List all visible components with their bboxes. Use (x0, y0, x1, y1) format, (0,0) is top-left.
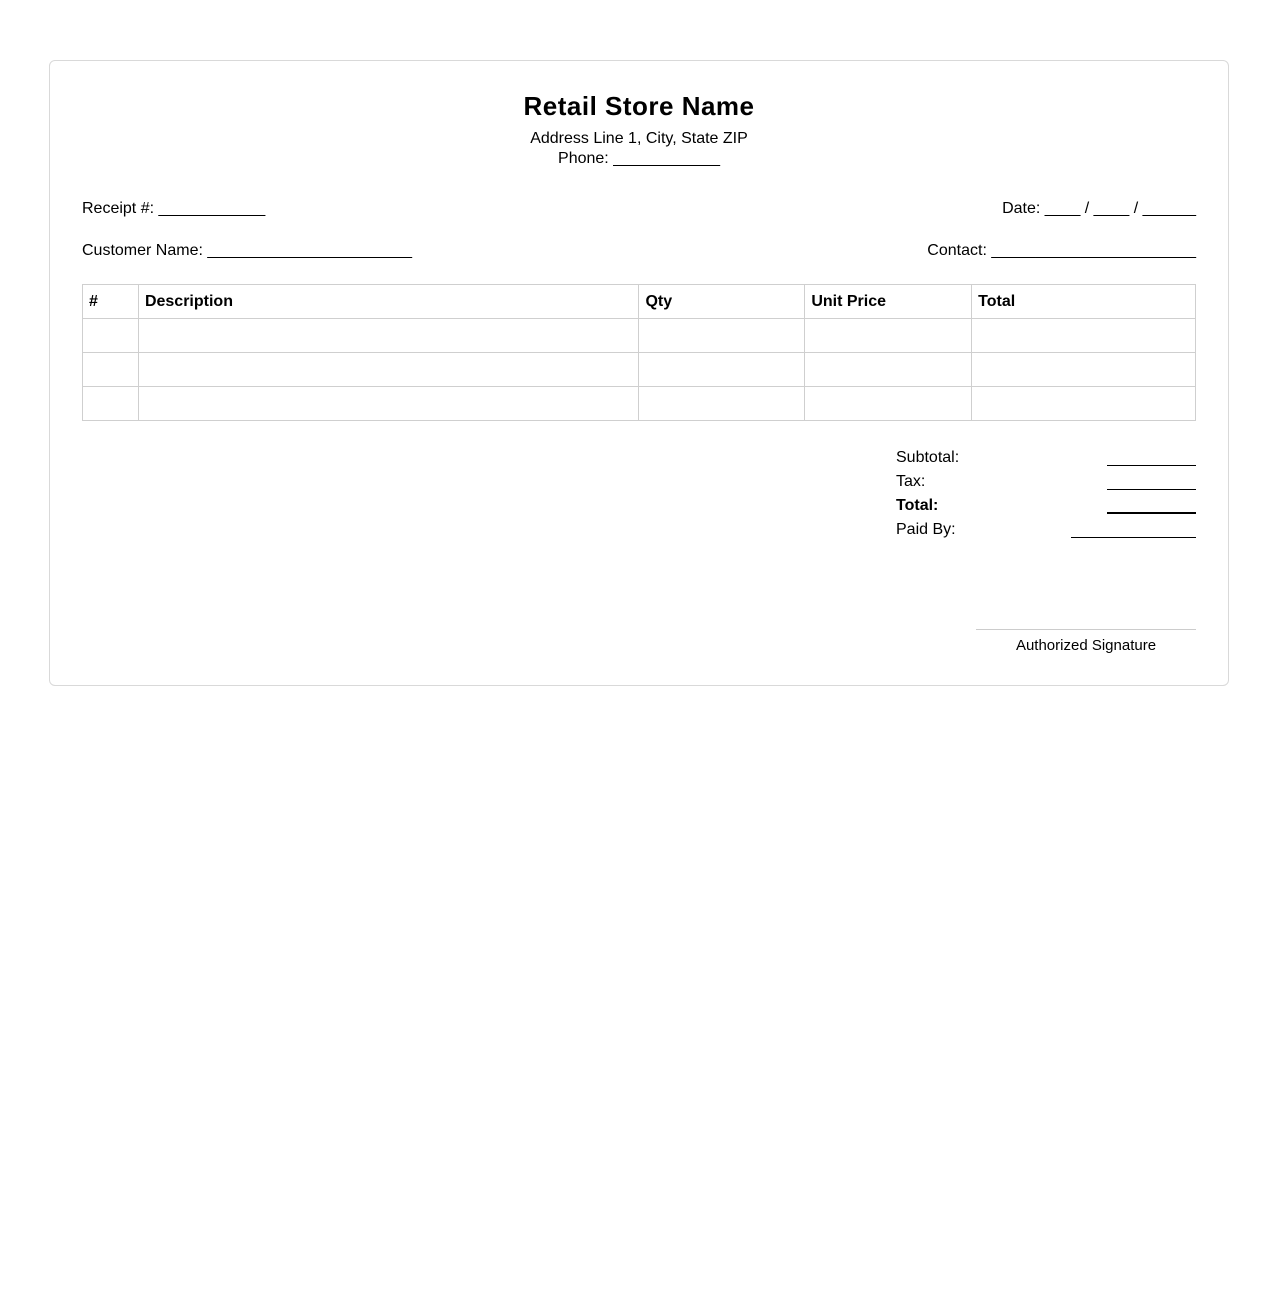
table-cell (83, 319, 139, 353)
table-cell (138, 319, 639, 353)
table-cell (639, 353, 805, 387)
table-cell (972, 353, 1196, 387)
table-cell (972, 319, 1196, 353)
table-row (83, 387, 1196, 421)
column-header-description: Description (138, 285, 639, 319)
table-cell (639, 387, 805, 421)
column-header-qty: Qty (639, 285, 805, 319)
table-row (83, 353, 1196, 387)
table-cell (138, 387, 639, 421)
subtotal-line (1107, 465, 1196, 466)
paid-by-label: Paid By: (896, 521, 956, 538)
total-line (1107, 512, 1196, 514)
contact-field: Contact: _______________________ (927, 242, 1196, 259)
paid-by-line (1071, 537, 1196, 538)
signature-line (976, 629, 1196, 630)
subtotal-label: Subtotal: (896, 449, 960, 466)
column-header-total: Total (972, 285, 1196, 319)
table-cell (805, 319, 972, 353)
store-address: Address Line 1, City, State ZIP (530, 130, 748, 147)
column-header-unit-price: Unit Price (805, 285, 972, 319)
receipt-card (49, 60, 1229, 686)
column-header-number: # (83, 285, 139, 319)
table-header-row (83, 285, 1196, 319)
table-cell (83, 387, 139, 421)
signature-label: Authorized Signature (1015, 637, 1157, 654)
table-cell (805, 353, 972, 387)
tax-label: Tax: (896, 473, 926, 490)
date-field: Date: ____ / ____ / ______ (1002, 200, 1196, 217)
table-cell (972, 387, 1196, 421)
store-phone: Phone: ____________ (558, 150, 720, 167)
tax-line (1107, 489, 1196, 490)
total-label: Total: (896, 497, 939, 514)
table-cell (83, 353, 139, 387)
customer-name-field: Customer Name: _______________________ (82, 242, 413, 259)
table-row (83, 319, 1196, 353)
store-name: Retail Store Name (523, 91, 755, 121)
table-cell (138, 353, 639, 387)
items-table (82, 284, 1196, 421)
table-cell (639, 319, 805, 353)
table-cell (805, 387, 972, 421)
receipt-number-field: Receipt #: ____________ (82, 200, 266, 217)
